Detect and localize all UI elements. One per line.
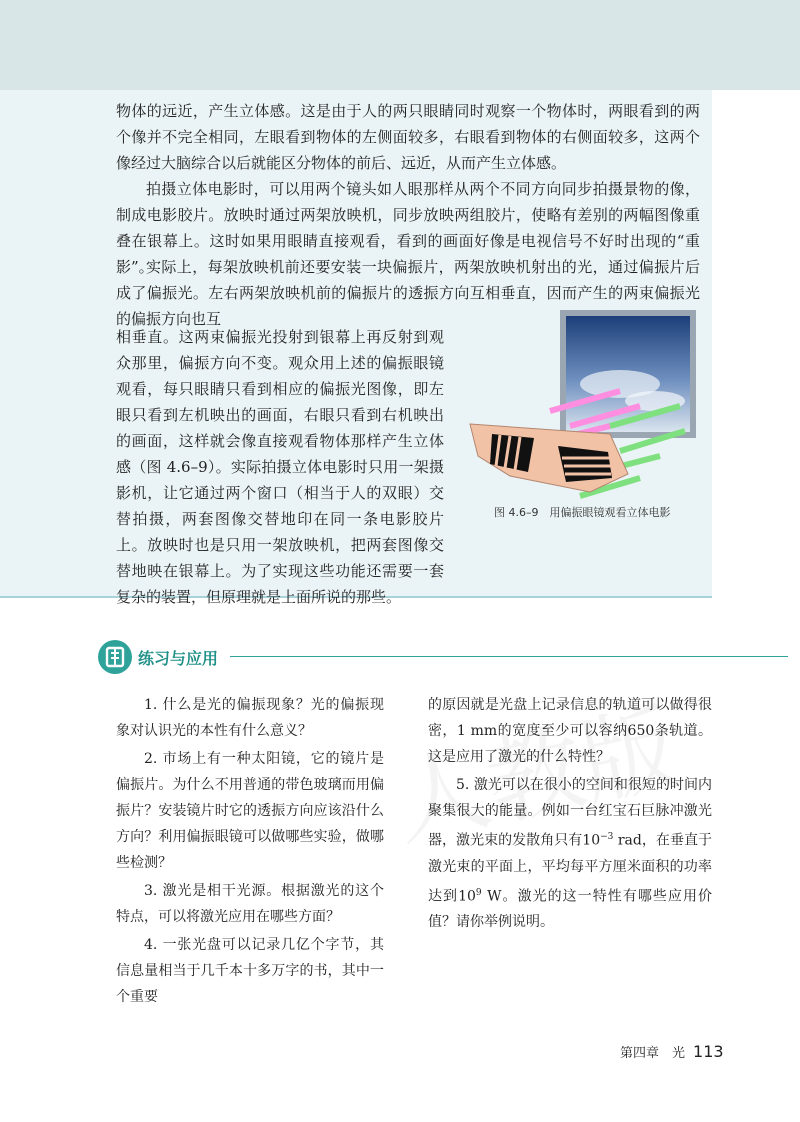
question-3: 3. 激光是相干光源。根据激光的这个特点，可以将激光应用在哪些方面？ — [116, 883, 384, 925]
exercise-right-column — [428, 692, 712, 937]
reading-paragraph-1: 物体的远近，产生立体感。这是由于人的两只眼睛同时观察一个物体时，两眼看到的两个像并不完全相同，左眼看到物体的左侧面较多，右眼看到物体的右侧面较多，这两个像经过大脑综合以后就能区分物体的前后、远近，从而产生立体感。 — [116, 102, 700, 172]
exercise-section-header — [98, 640, 788, 680]
exercise-left-column — [116, 692, 384, 1012]
question-4: 4. 一张光盘可以记录几亿个字节，其信息量相当于几千本十多万字的书，其中一个重要 — [116, 937, 384, 1005]
chapter-label: 第四章 光 — [620, 1046, 686, 1061]
reading-paragraph-2: 拍摄立体电影时，可以用两个镜头如人眼那样从两个不同方向同步拍摄景物的像，制成电影胶片。放映时通过两架放映机，同步放映两组胶片，使略有差别的两幅图像重叠在银幕上。这时如果用眼睛直接观看，看到的画面好像是电视信号不好时出现的“重影”。 — [116, 180, 700, 276]
top-band — [0, 0, 800, 90]
section-rule — [230, 656, 788, 657]
reading-paragraph-3: 实际上，每架放映机前还要安装一块偏振片，两架放映机射出的光，通过偏振片后成了偏振光。左右两架放映机前的偏振片的透振方向互相垂直，因而产生的两束偏振光的偏振方向也互 — [116, 258, 700, 328]
question-4-continued: 的原因就是光盘上记录信息的轨道可以做得很密，1 mm的宽度至少可以容纳650条轨道。这是应用了激光的什么特性？ — [428, 697, 712, 765]
stereo-glasses-figure — [470, 306, 700, 506]
question-1: 1. 什么是光的偏振现象？光的偏振现象对认识光的本性有什么意义？ — [116, 697, 384, 739]
page-number: 113 — [693, 1042, 724, 1061]
figure-caption: 图 4.6–9 用偏振眼镜观看立体电影 — [494, 506, 671, 519]
page-footer — [620, 1042, 724, 1061]
question-5: 5. 激光可以在很小的空间和很短的时间内聚集很大的能量。例如一台红宝石巨脉冲激光器，激光束的发散角只有$10^{-3}$ rad，在垂直于激光束的平面上，平均每平方厘米面积的功率达到$10^9$ W。激光的这一特性有哪些应用价值？请你举例说明。 — [428, 777, 712, 931]
question-2: 2. 市场上有一种太阳镜，它的镜片是偏振片。为什么不用普通的带色玻璃而用偏振片？安装镜片时它的透振方向应该沿什么方向？利用偏振眼镜可以做哪些实验，做哪些检测？ — [116, 751, 384, 871]
reading-paragraph-3-wrapped: 相垂直。这两束偏振光投射到银幕上再反射到观众那里，偏振方向不变。观众用上述的偏振眼镜观看，每只眼睛只看到相应的偏振光图像，即左眼只看到左机映出的画面，右眼只看到右机映出的画面，这样就会像直接观看物体那样产生立体感（图 4.6–9）。实际拍摄立体电影时只用一架摄影机，让它通过两个窗口（相当于人的双眼）交替拍摄，两套图像交替地印在同一条电影胶片上。放映时也是只用一架放映机，把两套图像交替地映在银幕上。为了实现这些功能还需要一套复杂的装置，但原理就是上面所说的那些。 — [116, 328, 444, 606]
section-title: 练习与应用 — [138, 649, 219, 668]
exercise-book-icon — [98, 640, 132, 674]
